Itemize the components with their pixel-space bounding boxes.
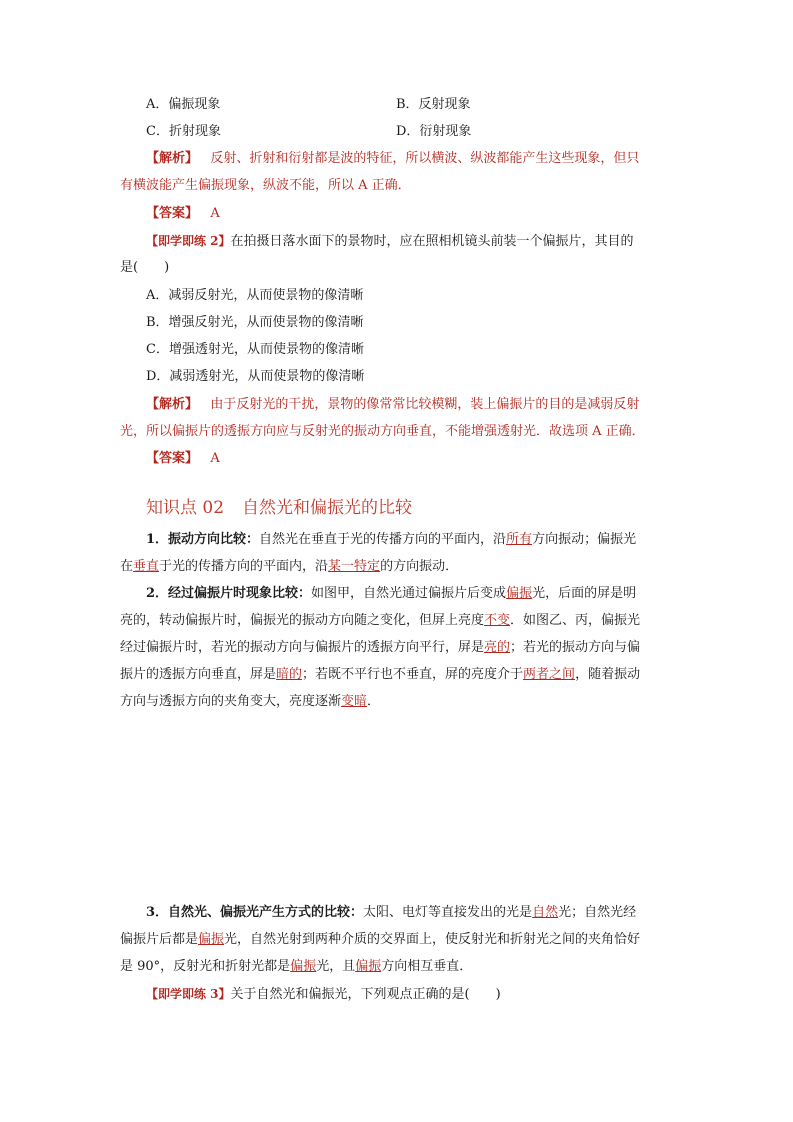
answer-tag: 【答案】 xyxy=(146,206,199,221)
q1-option-d: D．衍射现象 xyxy=(396,124,472,139)
p1-line-1 xyxy=(146,530,636,550)
p2-text: ． xyxy=(367,694,381,709)
p2-text: 亮的，转动偏振片时，偏振光的振动方向随之变化，但屏上亮度 xyxy=(120,613,485,628)
p2-text: 经过偏振片时，若光的振动方向与偏振片的透振方向平行，屏是 xyxy=(120,640,485,655)
p2-text: ；若既不平行也不垂直，屏的亮度介于 xyxy=(302,667,524,682)
p2-line-1 xyxy=(146,584,636,604)
p3-text: 偏振片后都是 xyxy=(120,932,199,947)
q2-option-a: A．减弱反射光，从而使景物的像清晰 xyxy=(146,288,364,303)
q2-stem-line-2: 是( ) xyxy=(120,260,170,275)
section-heading xyxy=(146,496,412,520)
p2-text: 方向与透振方向的夹角变大，亮度逐渐 xyxy=(120,694,342,709)
q3-stem xyxy=(146,984,501,1005)
p2-line-2 xyxy=(120,611,640,631)
p3-text: 是 90°，反射光和折射光都是 xyxy=(120,959,291,974)
p3-text: 太阳、电灯等直接发出的光是 xyxy=(363,905,533,920)
q1-analysis-line-2: 有横波能产生偏振现象，纵波不能，所以 A 正确． xyxy=(120,178,411,193)
q2-tag: 【即学即练 2】 xyxy=(146,234,231,248)
answer-tag: 【答案】 xyxy=(146,451,199,466)
p1-text: 在 xyxy=(120,559,134,574)
p2-text: 振片的透振方向垂直，屏是 xyxy=(120,667,277,682)
p1-text: 自然光在垂直于光的传播方向的平面内，沿 xyxy=(259,532,507,547)
p3-underline-1: 自然 xyxy=(532,905,559,920)
p2-underline-1: 偏振 xyxy=(506,586,533,601)
answer-value: A xyxy=(210,206,220,221)
q3-tag: 【即学即练 3】 xyxy=(146,987,231,1001)
q2-analysis-line-2: 光，所以偏振片的透振方向应与反射光的振动方向垂直，不能增强透射光．故选项 A 正确． xyxy=(120,424,645,439)
p3-label: 3．自然光、偏振光产生方式的比较： xyxy=(146,905,364,920)
p3-underline-3: 偏振 xyxy=(290,959,317,974)
p2-line-5 xyxy=(120,692,380,712)
q2-option-c: C．增强透射光，从而使景物的像清晰 xyxy=(146,342,364,357)
p2-underline-6: 变暗 xyxy=(341,694,368,709)
p1-text: 于光的传播方向的平面内，沿 xyxy=(159,559,329,574)
p3-line-3 xyxy=(120,957,472,977)
p2-text: ，随着振动 xyxy=(575,667,641,682)
analysis-tag: 【解析】 xyxy=(146,151,199,166)
p3-underline-4: 偏振 xyxy=(355,959,382,974)
q2-analysis-line-1 xyxy=(146,395,639,415)
p3-line-1 xyxy=(146,903,636,923)
p2-text: 光，后面的屏是明 xyxy=(532,586,637,601)
p1-line-2 xyxy=(120,557,458,577)
q2-option-d: D．减弱透射光，从而使景物的像清晰 xyxy=(146,369,365,384)
p3-line-2 xyxy=(120,930,640,950)
q2-stem-line-1 xyxy=(146,231,634,252)
p1-text: 的方向振动． xyxy=(380,559,459,574)
q1-option-c: C．折射现象 xyxy=(146,124,221,139)
p1-text: 方向振动；偏振光 xyxy=(532,532,637,547)
section-title: 自然光和偏振光的比较 xyxy=(242,498,413,518)
p2-underline-5: 两者之间 xyxy=(523,667,576,682)
p2-text: ．如图乙、丙，偏振光 xyxy=(510,613,641,628)
p2-text: 如图甲，自然光通过偏振片后变成 xyxy=(311,586,507,601)
p2-underline-4: 暗的 xyxy=(276,667,303,682)
section-prefix: 知识点 02 xyxy=(146,498,225,518)
answer-value: A xyxy=(210,451,220,466)
p3-text: 光，自然光射到两种介质的交界面上，使反射光和折射光之间的夹角恰好 xyxy=(224,932,641,947)
q1-option-a: A．偏振现象 xyxy=(146,97,221,112)
q2-option-b: B．增强反射光，从而使景物的像清晰 xyxy=(146,315,364,330)
p2-line-4 xyxy=(120,665,640,685)
p3-text: 光；自然光经 xyxy=(558,905,637,920)
p1-underline-3: 某一特定 xyxy=(328,559,381,574)
p2-underline-3: 亮的 xyxy=(484,640,511,655)
q1-option-b: B．反射现象 xyxy=(396,97,471,112)
p1-underline-1: 所有 xyxy=(506,532,533,547)
p1-label: 1．振动方向比较： xyxy=(146,532,260,547)
q1-analysis-line-1 xyxy=(146,149,639,169)
analysis-tag: 【解析】 xyxy=(146,397,199,412)
p2-label: 2．经过偏振片时现象比较： xyxy=(146,586,312,601)
analysis-text: 反射、折射和衍射都是波的特征，所以横波、纵波都能产生这些现象，但只 xyxy=(210,151,640,166)
q2-stem: 在拍摄日落水面下的景物时，应在照相机镜头前装一个偏振片，其目的 xyxy=(230,234,634,249)
q2-answer xyxy=(146,449,220,469)
analysis-text: 由于反射光的干扰，景物的像常常比较模糊，装上偏振片的目的是减弱反射 xyxy=(210,397,640,412)
p1-underline-2: 垂直 xyxy=(133,559,160,574)
q1-answer xyxy=(146,204,220,224)
p2-text: ；若光的振动方向与偏 xyxy=(510,640,641,655)
p2-underline-2: 不变 xyxy=(484,613,511,628)
q3-stem-text: 关于自然光和偏振光，下列观点正确的是( ) xyxy=(230,987,501,1002)
figure-placeholder xyxy=(120,720,673,895)
p3-text: 方向相互垂直． xyxy=(381,959,473,974)
p2-line-3 xyxy=(120,638,640,658)
p3-underline-2: 偏振 xyxy=(198,932,225,947)
p3-text: 光，且 xyxy=(316,959,356,974)
